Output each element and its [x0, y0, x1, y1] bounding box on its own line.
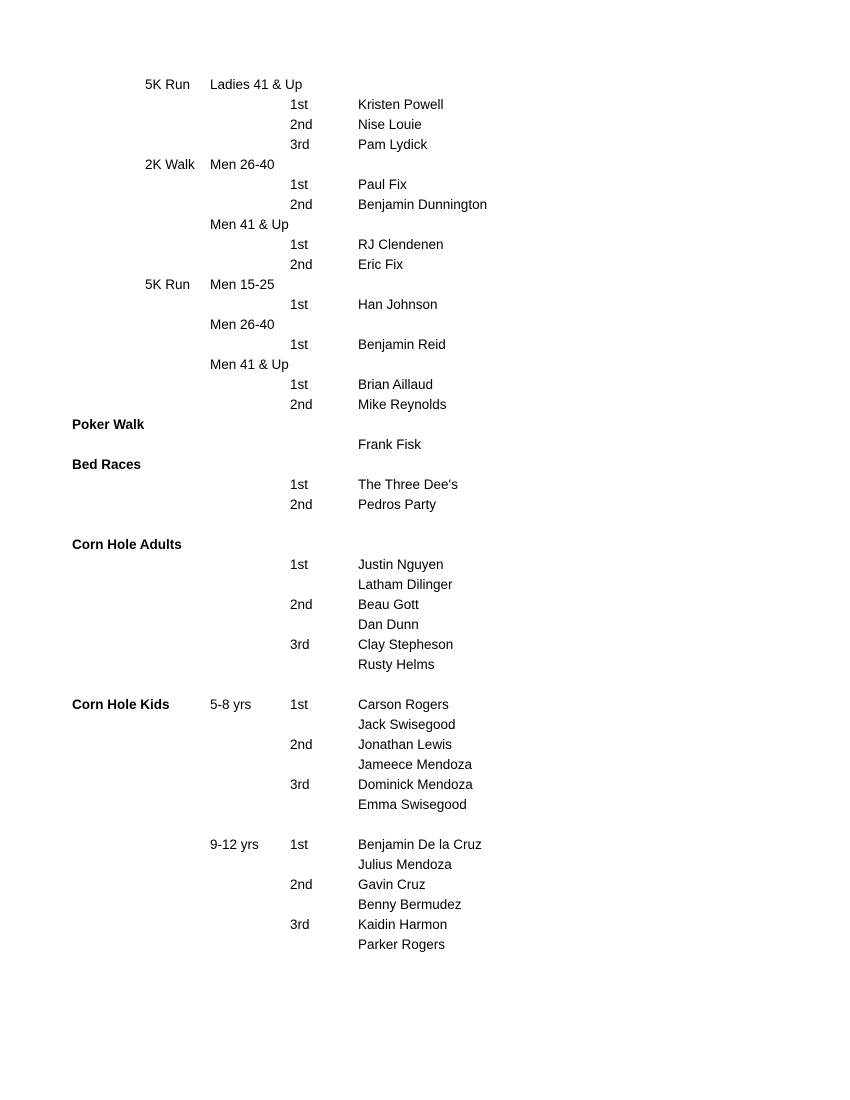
result-row	[0, 255, 850, 275]
division-cell: Ladies 41 & Up	[210, 77, 303, 92]
division-cell: 9-12 yrs	[210, 837, 259, 852]
rank-cell: 1st	[290, 237, 309, 252]
name-cell: Pam Lydick	[358, 137, 428, 152]
result-row	[0, 175, 850, 195]
result-row	[0, 555, 850, 575]
rank-cell: 2nd	[290, 397, 313, 412]
division-cell: Men 15-25	[210, 277, 275, 292]
result-row	[0, 495, 850, 515]
result-row	[0, 895, 850, 915]
result-row	[0, 95, 850, 115]
rank-cell: 2nd	[290, 117, 313, 132]
name-cell: Nise Louie	[358, 117, 422, 132]
result-row	[0, 75, 850, 95]
rank-cell: 1st	[290, 697, 309, 712]
category-cell: Poker Walk	[72, 417, 145, 432]
name-cell: Mike Reynolds	[358, 397, 447, 412]
result-row	[0, 695, 850, 715]
result-row	[0, 535, 850, 555]
rank-cell: 2nd	[290, 497, 313, 512]
category-cell: Corn Hole Kids	[72, 697, 170, 712]
result-row	[0, 715, 850, 735]
name-cell: Latham Dilinger	[358, 577, 453, 592]
rank-cell: 1st	[290, 177, 309, 192]
rank-cell: 3rd	[290, 137, 310, 152]
name-cell: Kristen Powell	[358, 97, 444, 112]
category-cell: Bed Races	[72, 457, 142, 472]
result-row	[0, 335, 850, 355]
event-cell: 5K Run	[145, 277, 191, 292]
result-row	[0, 275, 850, 295]
result-row	[0, 875, 850, 895]
rank-cell: 1st	[290, 477, 309, 492]
division-cell: Men 41 & Up	[210, 357, 289, 372]
name-cell: Emma Swisegood	[358, 797, 467, 812]
event-cell: 5K Run	[145, 77, 191, 92]
name-cell: Justin Nguyen	[358, 557, 444, 572]
result-row	[0, 235, 850, 255]
results-list	[0, 75, 850, 955]
name-cell: Jameece Mendoza	[358, 757, 473, 772]
name-cell: Jack Swisegood	[358, 717, 456, 732]
name-cell: Parker Rogers	[358, 937, 446, 952]
result-row	[0, 915, 850, 935]
result-row	[0, 135, 850, 155]
name-cell: RJ Clendenen	[358, 237, 444, 252]
name-cell: Frank Fisk	[358, 437, 422, 452]
result-row	[0, 855, 850, 875]
name-cell: Julius Mendoza	[358, 857, 452, 872]
name-cell: Brian Aillaud	[358, 377, 434, 392]
result-row	[0, 595, 850, 615]
result-row	[0, 435, 850, 455]
result-row	[0, 615, 850, 635]
name-cell: Kaidin Harmon	[358, 917, 448, 932]
result-row	[0, 415, 850, 435]
rank-cell: 2nd	[290, 597, 313, 612]
result-row	[0, 515, 850, 535]
result-row	[0, 815, 850, 835]
rank-cell: 1st	[290, 377, 309, 392]
division-cell: Men 26-40	[210, 157, 275, 172]
category-cell: Corn Hole Adults	[72, 537, 182, 552]
result-row	[0, 575, 850, 595]
rank-cell: 1st	[290, 837, 309, 852]
rank-cell: 1st	[290, 557, 309, 572]
result-row	[0, 675, 850, 695]
result-row	[0, 375, 850, 395]
rank-cell: 1st	[290, 97, 309, 112]
division-cell: Men 41 & Up	[210, 217, 289, 232]
name-cell: Benjamin Dunnington	[358, 197, 488, 212]
result-row	[0, 395, 850, 415]
result-row	[0, 475, 850, 495]
result-row	[0, 355, 850, 375]
result-row	[0, 795, 850, 815]
result-row	[0, 215, 850, 235]
name-cell: Benjamin Reid	[358, 337, 446, 352]
result-row	[0, 755, 850, 775]
result-row	[0, 635, 850, 655]
name-cell: Benjamin De la Cruz	[358, 837, 482, 852]
result-row	[0, 315, 850, 335]
name-cell: Paul Fix	[358, 177, 407, 192]
name-cell: Carson Rogers	[358, 697, 449, 712]
name-cell: Benny Bermudez	[358, 897, 462, 912]
name-cell: Eric Fix	[358, 257, 403, 272]
result-row	[0, 655, 850, 675]
name-cell: Dominick Mendoza	[358, 777, 473, 792]
result-row	[0, 115, 850, 135]
division-cell: 5-8 yrs	[210, 697, 252, 712]
rank-cell: 3rd	[290, 777, 310, 792]
rank-cell: 2nd	[290, 877, 313, 892]
result-row	[0, 935, 850, 955]
name-cell: Dan Dunn	[358, 617, 419, 632]
name-cell: The Three Dee's	[358, 477, 458, 492]
result-row	[0, 195, 850, 215]
result-row	[0, 295, 850, 315]
result-row	[0, 155, 850, 175]
rank-cell: 2nd	[290, 737, 313, 752]
name-cell: Rusty Helms	[358, 657, 435, 672]
rank-cell: 1st	[290, 297, 309, 312]
event-cell: 2K Walk	[145, 157, 195, 172]
division-cell: Men 26-40	[210, 317, 275, 332]
result-row	[0, 735, 850, 755]
name-cell: Pedros Party	[358, 497, 437, 512]
result-row	[0, 775, 850, 795]
name-cell: Clay Stepheson	[358, 637, 454, 652]
name-cell: Jonathan Lewis	[358, 737, 452, 752]
rank-cell: 3rd	[290, 917, 310, 932]
rank-cell: 2nd	[290, 197, 313, 212]
result-row	[0, 835, 850, 855]
rank-cell: 1st	[290, 337, 309, 352]
name-cell: Gavin Cruz	[358, 877, 426, 892]
rank-cell: 3rd	[290, 637, 310, 652]
result-row	[0, 455, 850, 475]
name-cell: Han Johnson	[358, 297, 438, 312]
name-cell: Beau Gott	[358, 597, 419, 612]
rank-cell: 2nd	[290, 257, 313, 272]
